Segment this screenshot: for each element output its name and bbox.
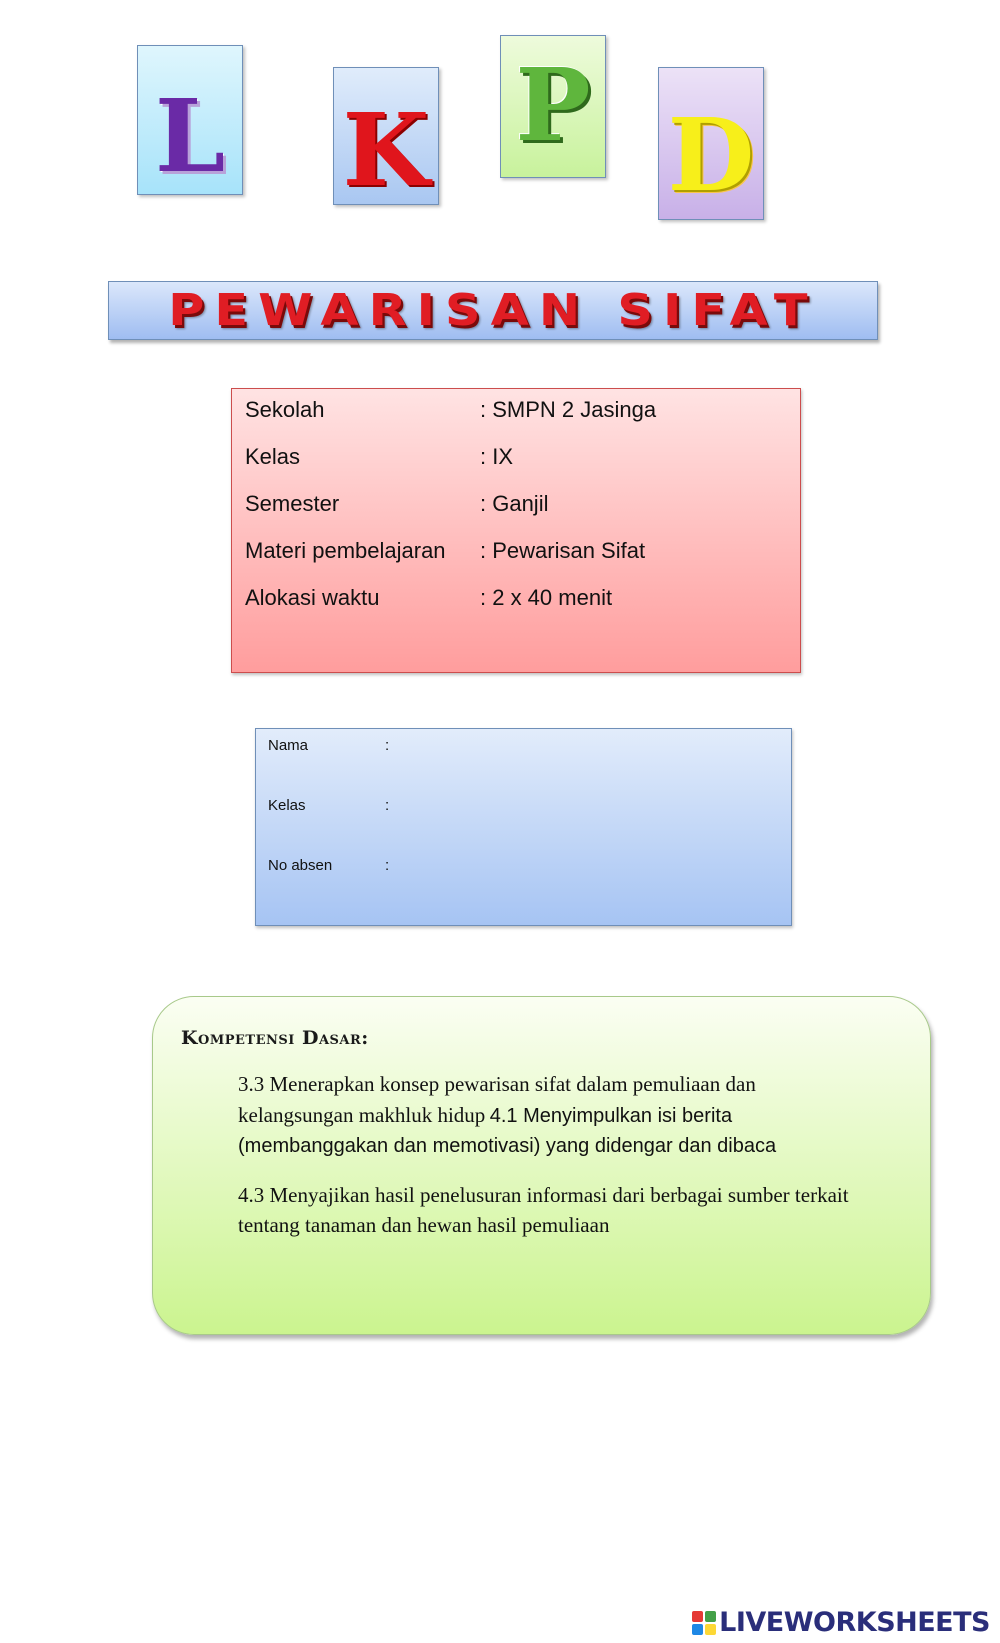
info-label: Semester	[245, 491, 340, 516]
letter-d: D	[667, 96, 755, 214]
info-value: : Ganjil	[480, 491, 549, 516]
kompetensi-line-1: 3.3 Menerapkan konsep pewarisan sifat dalam pemuliaan dan	[238, 1072, 756, 1096]
letter-l: L	[154, 77, 226, 195]
logo-square-yellow	[705, 1624, 716, 1635]
letter-p: P	[515, 46, 591, 164]
student-colon: :	[385, 857, 390, 874]
info-label: Sekolah	[245, 397, 325, 422]
letter-tile-l	[137, 45, 243, 195]
letter-tile-k	[333, 67, 439, 205]
liveworksheets-watermark	[692, 1607, 990, 1638]
student-colon: :	[385, 737, 390, 754]
school-info-box	[231, 388, 801, 673]
letter-k: K	[342, 91, 430, 205]
liveworksheets-logo-icon	[692, 1611, 716, 1635]
kompetensi-line-2a: kelangsungan makhluk hidup	[238, 1103, 486, 1127]
logo-square-red	[692, 1611, 703, 1622]
kompetensi-box	[152, 996, 931, 1335]
kompetensi-line-2b: 4.1 Menyimpulkan isi berita	[489, 1105, 733, 1127]
kompetensi-line-2	[238, 1103, 732, 1128]
kompetensi-line-4: 4.3 Menyajikan hasil penelusuran informasi dari berbagai sumber terkait	[238, 1183, 849, 1207]
kompetensi-line-5: tentang tanaman dan hewan hasil pemuliaan	[238, 1213, 610, 1237]
info-label: Materi pembelajaran	[245, 538, 446, 563]
letter-tile-p	[500, 35, 606, 178]
liveworksheets-text: LIVEWORKSHEETS	[719, 1607, 990, 1638]
logo-square-blue	[692, 1624, 703, 1635]
student-info-box	[255, 728, 792, 926]
info-value: : 2 x 40 menit	[480, 585, 613, 610]
info-label: Alokasi waktu	[245, 585, 380, 610]
page-title: PEWARISAN SIFAT	[168, 285, 818, 336]
student-label: Kelas	[268, 797, 306, 814]
student-label: No absen	[268, 857, 333, 874]
title-banner	[108, 281, 878, 340]
kompetensi-title: Kompetensi Dasar:	[181, 1027, 369, 1049]
kompetensi-line-3: (membanggakan dan memotivasi) yang didengar dan dibaca	[238, 1135, 777, 1157]
student-colon: :	[385, 797, 390, 814]
info-label: Kelas	[245, 444, 301, 469]
info-value: : IX	[480, 444, 514, 469]
student-label: Nama	[268, 737, 309, 754]
info-value: : Pewarisan Sifat	[480, 538, 646, 563]
logo-square-green	[705, 1611, 716, 1622]
info-value: : SMPN 2 Jasinga	[480, 397, 657, 422]
letter-tile-d	[658, 67, 764, 220]
